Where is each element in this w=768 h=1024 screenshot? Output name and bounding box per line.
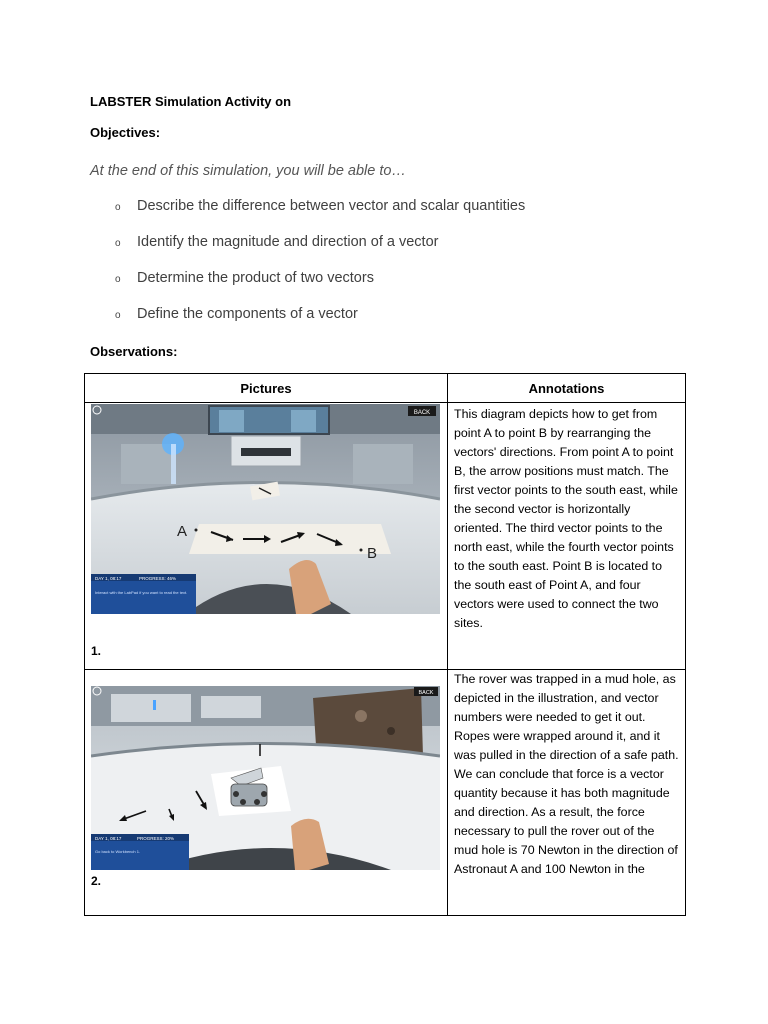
observations-heading: Observations: [90, 344, 178, 359]
picture-number: 2. [91, 874, 102, 888]
bullet-icon: o [115, 274, 121, 285]
annotation-text: The rover was trapped in a mud hole, as depicted in the illustration, and vector numbers were needed to get it out. Ropes were wrapped around it, and it was pulled in the direction of a safe path. We can conclude that force is a vector quantity because it has both magnitude and direction. As a result, the force necessary to pull the rover out of the mud hole is 70 Newton in the direction of Astronaut A and 100 Newton in the [454, 672, 679, 876]
annotation-cell [448, 403, 686, 670]
bullet-icon: o [115, 238, 121, 249]
panel-day: DAY 1, 08:17 [95, 836, 122, 841]
point-b-label: B [367, 545, 378, 562]
picture-number: 1. [91, 644, 102, 658]
objective-text: Determine the product of two vectors [137, 270, 374, 286]
back-label: BACK [418, 690, 434, 696]
lab-scene-illustration [91, 404, 440, 614]
observations-table [84, 373, 686, 916]
simulation-screenshot-1 [91, 404, 440, 614]
panel-progress: PROGRESS: 46% [139, 576, 177, 581]
table-header-row [85, 374, 686, 403]
bullet-icon: o [115, 310, 121, 321]
objective-text: Describe the difference between vector and scalar quantities [137, 198, 526, 214]
annotation-text: This diagram depicts how to get from point A to point B by rearranging the vectors' directions. From point A to point B, the arrow positions must match. The first vector points to the south east, while the second vector is horizontally oriented. The third vector points to the north east, while the fourth vector points to the south east. Point B is located to the south east of Point A, and four vectors were used to connect the two sites. [454, 407, 678, 630]
bullet-icon: o [115, 202, 121, 213]
point-a-label: A [177, 523, 188, 540]
panel-progress: PROGRESS: 20% [137, 836, 175, 841]
panel-day: DAY 1, 08:17 [95, 576, 122, 581]
objective-text: Define the components of a vector [137, 306, 358, 322]
table-row [85, 670, 686, 916]
list-item [115, 198, 525, 234]
objectives-list [115, 198, 525, 342]
panel-text: Go back to Workbench 1. [95, 849, 141, 854]
panel-text: Interact with the LabPad if you want to read the text. [95, 590, 188, 595]
picture-cell [85, 670, 448, 916]
objectives-intro: At the end of this simulation, you will be able to… [90, 163, 406, 179]
back-label: BACK [413, 410, 431, 416]
objective-text: Identify the magnitude and direction of a vector [137, 234, 439, 250]
list-item [115, 306, 525, 342]
table-row [85, 403, 686, 670]
header-pictures: Pictures [85, 374, 448, 403]
list-item [115, 234, 525, 270]
objectives-heading: Objectives: [90, 125, 161, 140]
list-item [115, 270, 525, 306]
picture-cell [85, 403, 448, 670]
lab-scene-illustration [91, 686, 440, 870]
simulation-screenshot-2 [91, 686, 440, 870]
document-title: LABSTER Simulation Activity on [90, 94, 292, 109]
annotation-cell [448, 670, 686, 916]
header-annotations: Annotations [448, 374, 686, 403]
